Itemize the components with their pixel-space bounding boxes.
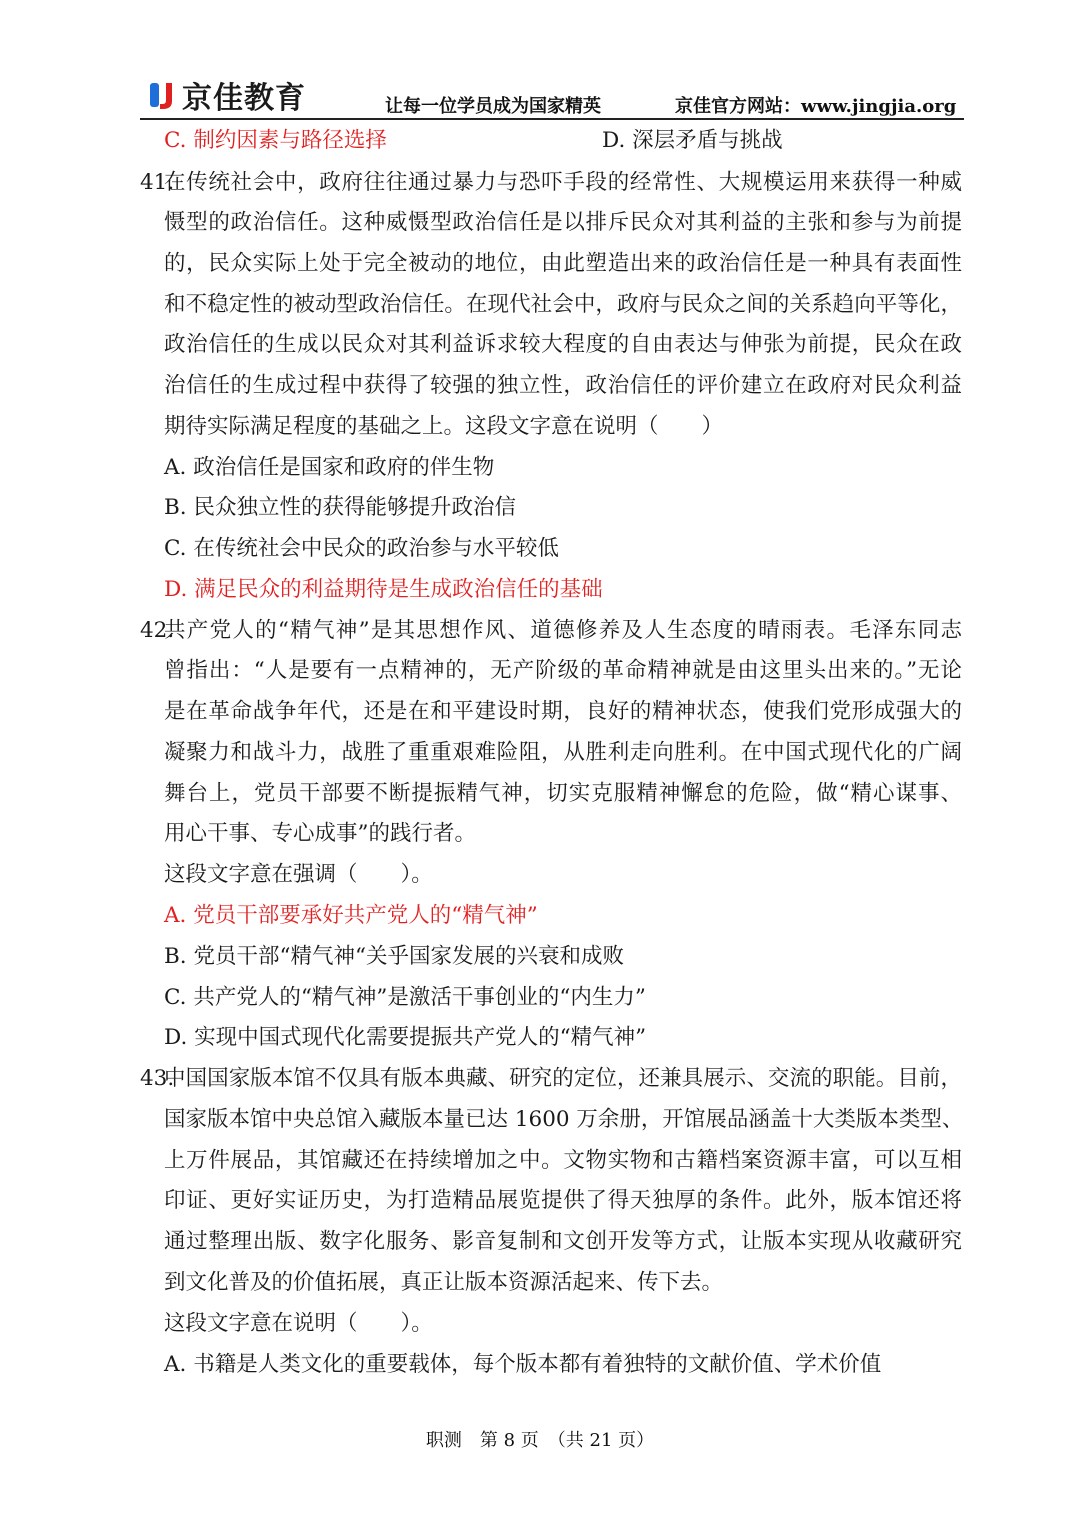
q43-line-1: 中国国家版本馆不仅具有版本典藏、研究的定位，还兼具展示、交流的职能。目前，: [164, 1066, 962, 1091]
page-header: [140, 76, 964, 118]
question-number-41: 41.: [140, 170, 175, 195]
q42-prompt: 这段文字意在强调（ ）。: [164, 862, 433, 887]
header-divider: [140, 118, 964, 120]
q42-line-2: 曾指出：“人是要有一点精神的，无产阶级的革命精神就是由这里头出来的。”无论: [164, 658, 962, 683]
q42-option-d: D. 实现中国式现代化需要提振共产党人的“精气神”: [164, 1025, 647, 1050]
question-number-43: 43.: [140, 1066, 175, 1091]
q42-line-5: 舞台上，党员干部要不断提振精气神，切实克服精神懈怠的危险，做“精心谋事、: [164, 781, 962, 806]
prev-option-c: C. 制约因素与路径选择: [164, 128, 387, 153]
q41-line-7: 期待实际满足程度的基础之上。这段文字意在说明（ ）: [164, 414, 724, 439]
q43-line-6: 到文化普及的价值拓展，真正让版本资源活起来、传下去。: [164, 1270, 724, 1295]
q42-option-c: C. 共产党人的“精气神”是激活干事创业的“内生力”: [164, 985, 646, 1010]
q41-line-4: 和不稳定性的被动型政治信任。在现代社会中，政府与民众之间的关系趋向平等化，: [164, 292, 962, 317]
brand-logo: [148, 78, 306, 116]
logo-mark-icon: [148, 79, 178, 111]
logo-text: 京佳教育: [182, 81, 306, 116]
q43-line-2: 国家版本馆中央总馆入藏版本量已达 1600 万余册，开馆展品涵盖十大类版本类型、: [164, 1107, 964, 1132]
q42-line-3: 是在革命战争年代，还是在和平建设时期，良好的精神状态，使我们党形成强大的: [164, 699, 962, 724]
q43-line-4: 印证、更好实证历史，为打造精品展览提供了得天独厚的条件。此外，版本馆还将: [164, 1188, 962, 1213]
q42-option-b: B. 党员干部“精气神“关乎国家发展的兴衰和成败: [164, 944, 624, 969]
header-slogan: 让每一位学员成为国家精英: [385, 96, 601, 117]
q42-line-4: 凝聚力和战斗力，战胜了重重艰难险阻，从胜利走向胜利。在中国式现代化的广阔: [164, 740, 962, 765]
q41-option-c: C. 在传统社会中民众的政治参与水平较低: [164, 536, 559, 561]
prev-option-d: D. 深层矛盾与挑战: [602, 128, 783, 153]
q43-option-a: A. 书籍是人类文化的重要载体，每个版本都有着独特的文献价值、学术价值: [164, 1352, 882, 1377]
q41-line-3: 的，民众实际上处于完全被动的地位，由此塑造出来的政治信任是一种具有表面性: [164, 251, 962, 276]
question-number-42: 42.: [140, 618, 175, 643]
q42-line-6: 用心干事、专心成事”的践行者。: [164, 821, 476, 846]
q41-line-2: 慑型的政治信任。这种威慑型政治信任是以排斥民众对其利益的主张和参与为前提: [164, 210, 962, 235]
q42-option-a: A. 党员干部要承好共产党人的“精气神”: [164, 903, 538, 928]
q43-line-3: 上万件展品，其馆藏还在持续增加之中。文物实物和古籍档案资源丰富，可以互相: [164, 1148, 962, 1173]
q41-option-a: A. 政治信任是国家和政府的伴生物: [164, 455, 495, 480]
header-website: 京佳官方网站：www.jingjia.org: [675, 96, 957, 117]
q42-line-1: 共产党人的“精气神”是其思想作风、道德修养及人生态度的晴雨表。毛泽东同志: [164, 618, 962, 643]
q43-line-5: 通过整理出版、数字化服务、影音复制和文创开发等方式，让版本实现从收藏研究: [164, 1229, 962, 1254]
q41-line-1: 在传统社会中，政府往往通过暴力与恐吓手段的经常性、大规模运用来获得一种威: [164, 170, 962, 195]
q41-line-5: 政治信任的生成以民众对其利益诉求较大程度的自由表达与伸张为前提，民众在政: [164, 332, 962, 357]
q43-prompt: 这段文字意在说明（ ）。: [164, 1311, 433, 1336]
q41-line-6: 治信任的生成过程中获得了较强的独立性，政治信任的评价建立在政府对民众利益: [164, 373, 962, 398]
page-footer: 职测 第 8 页 （共 21 页）: [425, 1430, 655, 1451]
q41-option-d: D. 满足民众的利益期待是生成政治信任的基础: [164, 577, 603, 602]
q41-option-b: B. 民众独立性的获得能够提升政治信: [164, 495, 516, 520]
